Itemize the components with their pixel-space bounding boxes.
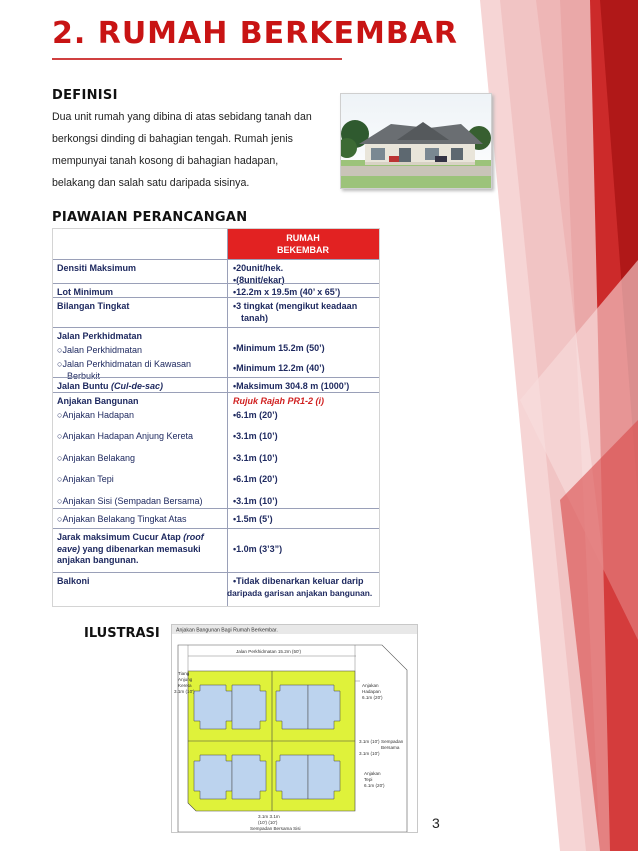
page-title: 2. RUMAH BERKEMBAR <box>52 16 459 51</box>
table-row <box>53 327 379 381</box>
standards-heading: PIAWAIAN PERANCANGAN <box>52 210 248 225</box>
definition-line: belakang dan salah satu daripada sisinya. <box>52 177 250 189</box>
bottom-setback-label: Sempadan Bersama Sisi <box>250 826 301 831</box>
row-sublabel: ○ Anjakan Belakang Tingkat Atas <box>57 514 223 526</box>
row-value-text: • Maksimum 304.8 m (1000’) <box>233 381 375 393</box>
row-value <box>227 284 379 298</box>
row-value-text: • 1.0m (3’3”) <box>233 544 375 556</box>
row-sublabel: ○ Jalan Perkhidmatan <box>57 345 223 357</box>
row-value <box>227 298 379 328</box>
table-row <box>53 392 379 509</box>
row-value <box>227 529 379 573</box>
table-row <box>53 283 379 298</box>
table-row <box>53 297 379 328</box>
row-label-text: Balkoni <box>57 576 90 586</box>
front-setback-label: 6.1m (20') <box>362 695 383 700</box>
row-value <box>227 573 379 607</box>
porch-label: Tiang <box>178 671 190 676</box>
row-sublabel: ○ Anjakan Belakang <box>57 453 223 465</box>
table-header-cell <box>227 229 379 259</box>
row-value-text: daripada garisan anjakan bangunan. <box>227 587 373 598</box>
row-sublabel: ○ Anjakan Tepi <box>57 474 223 486</box>
row-value-text: • 1.5m (5’) <box>233 514 375 526</box>
common-boundary-label: Sempadan <box>381 739 404 744</box>
definition-text <box>52 106 328 194</box>
row-label <box>53 393 227 509</box>
side-setback-label: 3.1m (10') <box>359 751 380 756</box>
row-label <box>53 573 227 607</box>
row-sublabel: ○ Jalan Perkhidmatan di Kawasan <box>57 359 223 371</box>
row-value-text: • 3.1m (10’) <box>233 496 375 508</box>
row-value-text: • 6.1m (20’) <box>233 410 375 422</box>
porch-label: Kereta <box>178 683 192 688</box>
row-value <box>227 509 379 529</box>
standards-table <box>52 228 380 607</box>
page-number: 3 <box>432 815 440 831</box>
front-setback-label: Hadapan <box>362 689 381 694</box>
row-label <box>53 298 227 328</box>
title-underline <box>52 58 342 60</box>
definition-line: mempunyai tanah kosong di bahagian hadapan, <box>52 155 279 167</box>
row-label <box>53 328 227 381</box>
definition-line: berkongsi dinding di bahagian tengah. Rumah jenis <box>52 133 293 145</box>
definition-line: Dua unit rumah yang dibina di atas sebidang tanah dan <box>52 111 312 123</box>
table-header-line: RUMAH <box>286 233 320 243</box>
row-value-text: • 6.1m (20’) <box>233 474 375 486</box>
row-note: Rujuk Rajah PR1-2 (i) <box>233 396 325 406</box>
row-sublabel: ○ Anjakan Hadapan Anjung Kereta <box>57 431 223 443</box>
house-photo <box>340 93 492 189</box>
row-value-text: • Minimum 15.2m (50’) <box>233 343 375 355</box>
table-row <box>53 377 379 393</box>
table-header-line: BEKEMBAR <box>276 245 329 255</box>
common-boundary-label: Bersama <box>381 745 400 750</box>
row-label <box>53 509 227 529</box>
row-value <box>227 393 379 509</box>
table-row <box>53 572 379 607</box>
row-value-text: • 12.2m x 19.5m (40’ x 65’) <box>233 287 375 299</box>
row-value-text: • (8unit/ekar) <box>233 275 375 287</box>
row-sublabel: ○ Anjakan Sisi (Sempadan Bersama) <box>57 496 223 508</box>
bottom-setback-label: (10') (10') <box>258 820 278 825</box>
row-value-text: • 3.1m (10’) <box>233 431 375 443</box>
side-setback-tepi-label: Anjakan <box>364 771 381 776</box>
row-label-italic: (roof eave) <box>57 532 204 554</box>
definition-heading: DEFINISI <box>52 88 118 103</box>
row-label <box>53 378 227 393</box>
row-label-text: Lot Minimum <box>57 287 113 297</box>
side-setback-tepi-label: 6.1m (20') <box>364 783 385 788</box>
table-row <box>53 259 379 284</box>
porch-label: Anjung <box>178 677 193 682</box>
side-setback-label: 3.1m (10') <box>359 739 380 744</box>
row-label-text: Jalan Perkhidmatan <box>57 331 143 341</box>
bottom-setback-label: 3.1m 3.1m <box>258 814 280 819</box>
row-label-text: Bilangan Tingkat <box>57 301 130 311</box>
row-label <box>53 529 227 573</box>
row-value <box>227 260 379 284</box>
row-value-text: • 20unit/hek. <box>233 263 375 275</box>
row-value <box>227 328 379 378</box>
row-value-text: tanah) <box>241 312 268 323</box>
side-setback-tepi-label: Tepi <box>364 777 373 782</box>
row-label-italic: (Cul-de-sac) <box>111 381 164 391</box>
front-setback-label: Anjakan <box>362 683 379 688</box>
road-label: Jalan Perkhidmatan 15.2m (50') <box>236 649 301 654</box>
row-label-text: Jarak maksimum Cucur Atap <box>57 532 184 542</box>
row-value-text: • Tidak dibenarkan keluar darip <box>233 576 375 588</box>
row-value <box>227 378 379 393</box>
row-value-text: • 3.1m (10’) <box>233 453 375 465</box>
illustration-figure <box>171 624 418 833</box>
porch-label: 3.1m (10') <box>174 689 195 694</box>
row-sublabel: ○ Anjakan Hadapan <box>57 410 223 422</box>
table-row <box>53 508 379 529</box>
row-label <box>53 260 227 284</box>
table-row <box>53 528 379 573</box>
row-sublabel: Berbukit <box>67 370 101 381</box>
row-label-text: yang dibenarkan memasuki anjakan bangunan. <box>57 543 201 565</box>
illustration-caption: Anjakan Bangunan Bagi Rumah Berkembar. <box>176 627 278 634</box>
row-value-text: • 3 tingkat (mengikut keadaan <box>233 301 375 313</box>
row-label-text: Densiti Maksimum <box>57 263 137 273</box>
row-label <box>53 284 227 298</box>
row-value-text: • Minimum 12.2m (40’) <box>233 363 375 375</box>
row-label-text: Jalan Buntu <box>57 381 109 391</box>
illustration-heading: ILUSTRASI <box>84 626 160 641</box>
row-label-text: Anjakan Bangunan <box>57 396 139 406</box>
